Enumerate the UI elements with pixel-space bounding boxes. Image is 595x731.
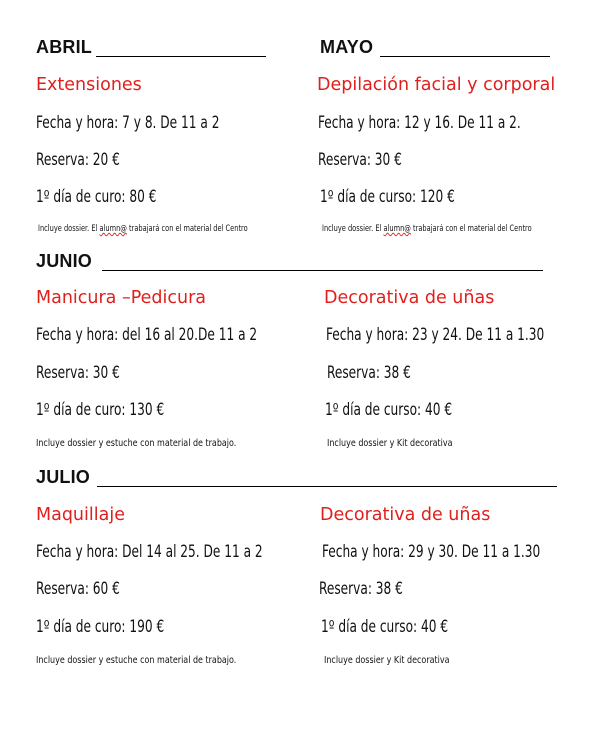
decorativa-julio-note: Incluye dossier y Kit decorativa	[324, 655, 450, 666]
decorativa-junio-primer-dia: 1º día de curso: 40 €	[325, 400, 453, 419]
month-heading-junio: JUNIO	[36, 251, 93, 271]
course-title-depilacion: Depilación facial y corporal	[317, 75, 556, 95]
depilacion-reserva: Reserva: 30 €	[318, 150, 402, 169]
note-text-a: Incluye dossier. El	[322, 224, 384, 234]
mayo-underline	[380, 56, 550, 57]
note-text-c: trabajará con el material del Centro	[126, 224, 248, 234]
course-title-manicura: Manicura –Pedicura	[36, 288, 207, 308]
course-title-decorativa-junio: Decorativa de uñas	[324, 288, 495, 308]
julio-underline	[97, 486, 557, 487]
course-title-decorativa-julio: Decorativa de uñas	[320, 505, 491, 525]
maquillaje-primer-dia: 1º día de curo: 190 €	[36, 617, 165, 636]
depilacion-fecha: Fecha y hora: 12 y 16. De 11 a 2.	[318, 113, 521, 132]
junio-underline	[102, 270, 543, 271]
month-heading-mayo: MAYO	[320, 37, 374, 57]
manicura-note: Incluye dossier y estuche con material de trabajo.	[36, 438, 237, 449]
month-heading-julio: JULIO	[36, 467, 91, 487]
extensiones-fecha: Fecha y hora: 7 y 8. De 11 a 2	[36, 113, 220, 132]
decorativa-julio-reserva: Reserva: 38 €	[319, 579, 403, 598]
maquillaje-note: Incluye dossier y estuche con material de trabajo.	[36, 655, 237, 666]
note-text-a: Incluye dossier. El	[38, 224, 100, 234]
month-heading-abril: ABRIL	[36, 37, 92, 57]
decorativa-julio-primer-dia: 1º día de curso: 40 €	[321, 617, 449, 636]
decorativa-junio-fecha: Fecha y hora: 23 y 24. De 11 a 1.30	[326, 325, 545, 344]
manicura-reserva: Reserva: 30 €	[36, 363, 120, 382]
decorativa-junio-note: Incluye dossier y Kit decorativa	[327, 438, 453, 449]
manicura-primer-dia: 1º día de curo: 130 €	[36, 400, 165, 419]
extensiones-note	[38, 224, 248, 234]
decorativa-julio-fecha: Fecha y hora: 29 y 30. De 11 a 1.30	[322, 542, 541, 561]
maquillaje-reserva: Reserva: 60 €	[36, 579, 120, 598]
manicura-fecha: Fecha y hora: del 16 al 20.De 11 a 2	[36, 325, 258, 344]
extensiones-reserva: Reserva: 20 €	[36, 150, 120, 169]
abril-underline	[96, 56, 266, 57]
maquillaje-fecha: Fecha y hora: Del 14 al 25. De 11 a 2	[36, 542, 263, 561]
course-title-extensiones: Extensiones	[36, 75, 142, 95]
note-text-c: trabajará con el material del Centro	[410, 224, 532, 234]
decorativa-junio-reserva: Reserva: 38 €	[327, 363, 411, 382]
note-text-alumn: alumn@	[383, 224, 411, 234]
course-title-maquillaje: Maquillaje	[36, 505, 125, 525]
depilacion-primer-dia: 1º día de curso: 120 €	[320, 187, 455, 206]
depilacion-note	[322, 224, 532, 234]
note-text-alumn: alumn@	[99, 224, 127, 234]
extensiones-primer-dia: 1º día de curo: 80 €	[36, 187, 157, 206]
